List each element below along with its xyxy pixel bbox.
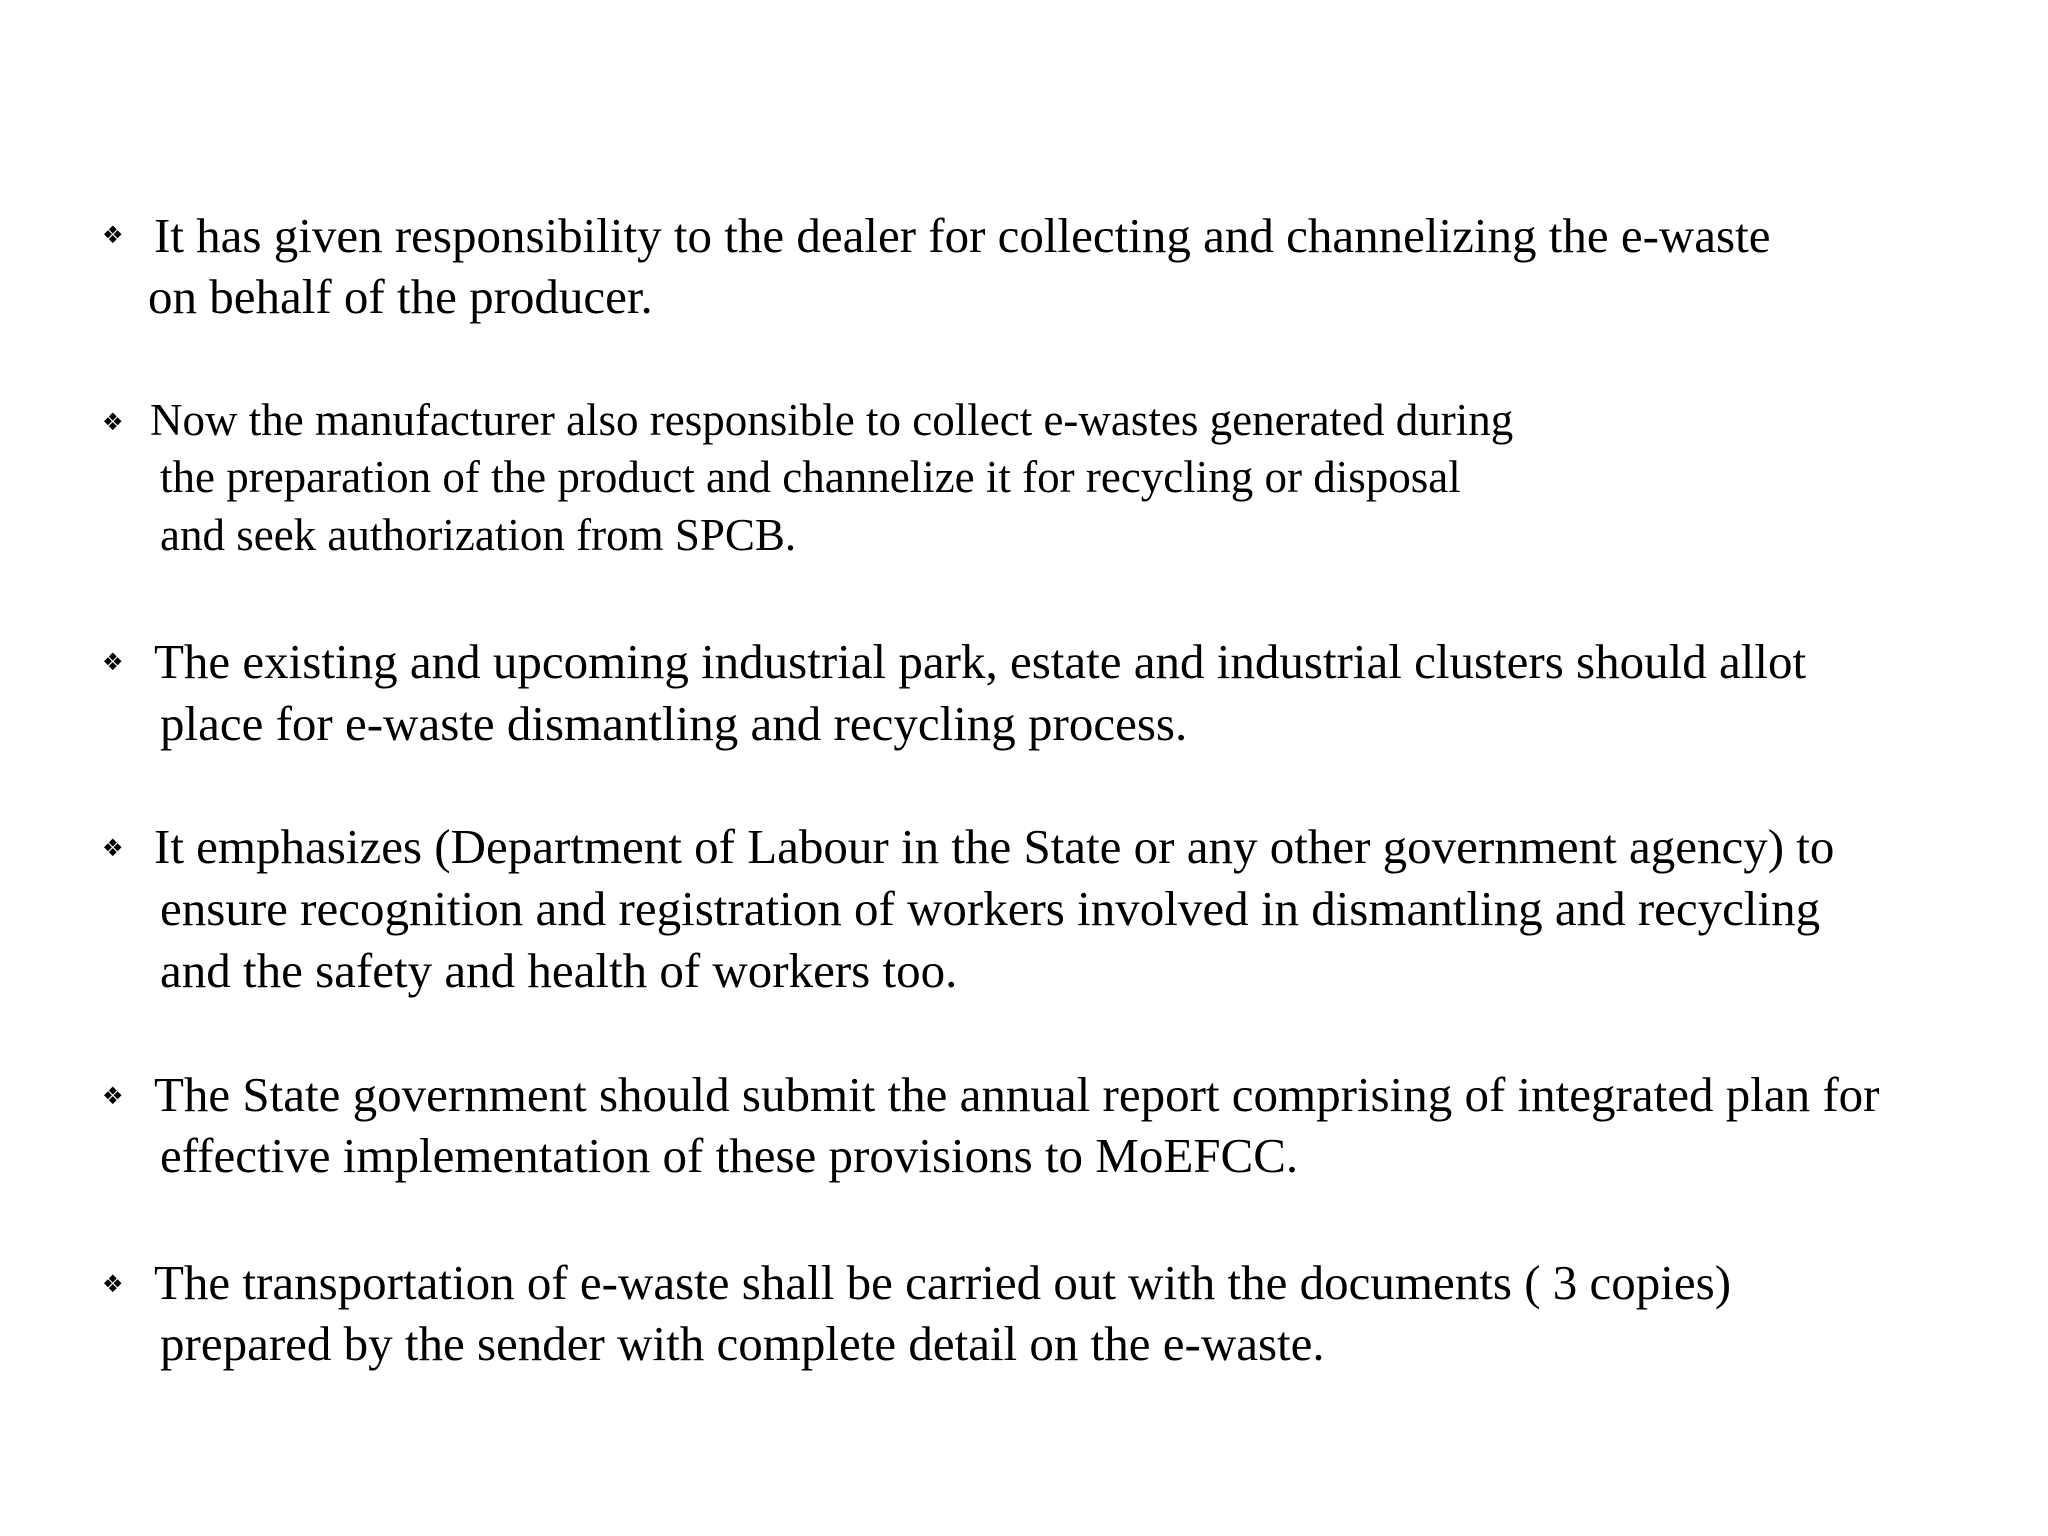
bullet-line: on behalf of the producer. (148, 269, 653, 324)
bullet-line: effective implementation of these provisions to MoEFCC. (160, 1128, 1299, 1183)
bullet-line: Now the manufacturer also responsible to collect e-wastes generated during (150, 395, 1514, 445)
bullet-line: ensure recognition and registration of workers involved in dismantling and recycling (160, 881, 1821, 936)
bullet-line: and seek authorization from SPCB. (160, 510, 797, 560)
diamond-bullet-icon: ❖ (102, 408, 124, 436)
bullet-line: The existing and upcoming industrial park, estate and industrial clusters should allot (154, 634, 1807, 689)
bullet-line: It has given responsibility to the dealer for collecting and channelizing the e-waste (154, 208, 1771, 263)
bullet-line: prepared by the sender with complete detail on the e-waste. (160, 1316, 1325, 1371)
diamond-bullet-icon: ❖ (102, 1082, 124, 1110)
bullet-line: It emphasizes (Department of Labour in the State or any other government agency) to (154, 819, 1835, 874)
bullet-line: The transportation of e-waste shall be carried out with the documents ( 3 copies) (154, 1255, 1732, 1310)
diamond-bullet-icon: ❖ (102, 834, 124, 862)
diamond-bullet-icon: ❖ (102, 1270, 124, 1298)
diamond-bullet-icon: ❖ (102, 648, 124, 676)
bullet-line: the preparation of the product and channelize it for recycling or disposal (160, 452, 1461, 502)
diamond-bullet-icon: ❖ (102, 221, 124, 249)
bullet-line: and the safety and health of workers too. (160, 943, 958, 998)
bullet-line: place for e-waste dismantling and recycling process. (160, 696, 1188, 751)
bullet-line: The State government should submit the annual report comprising of integrated plan for (154, 1067, 1880, 1122)
